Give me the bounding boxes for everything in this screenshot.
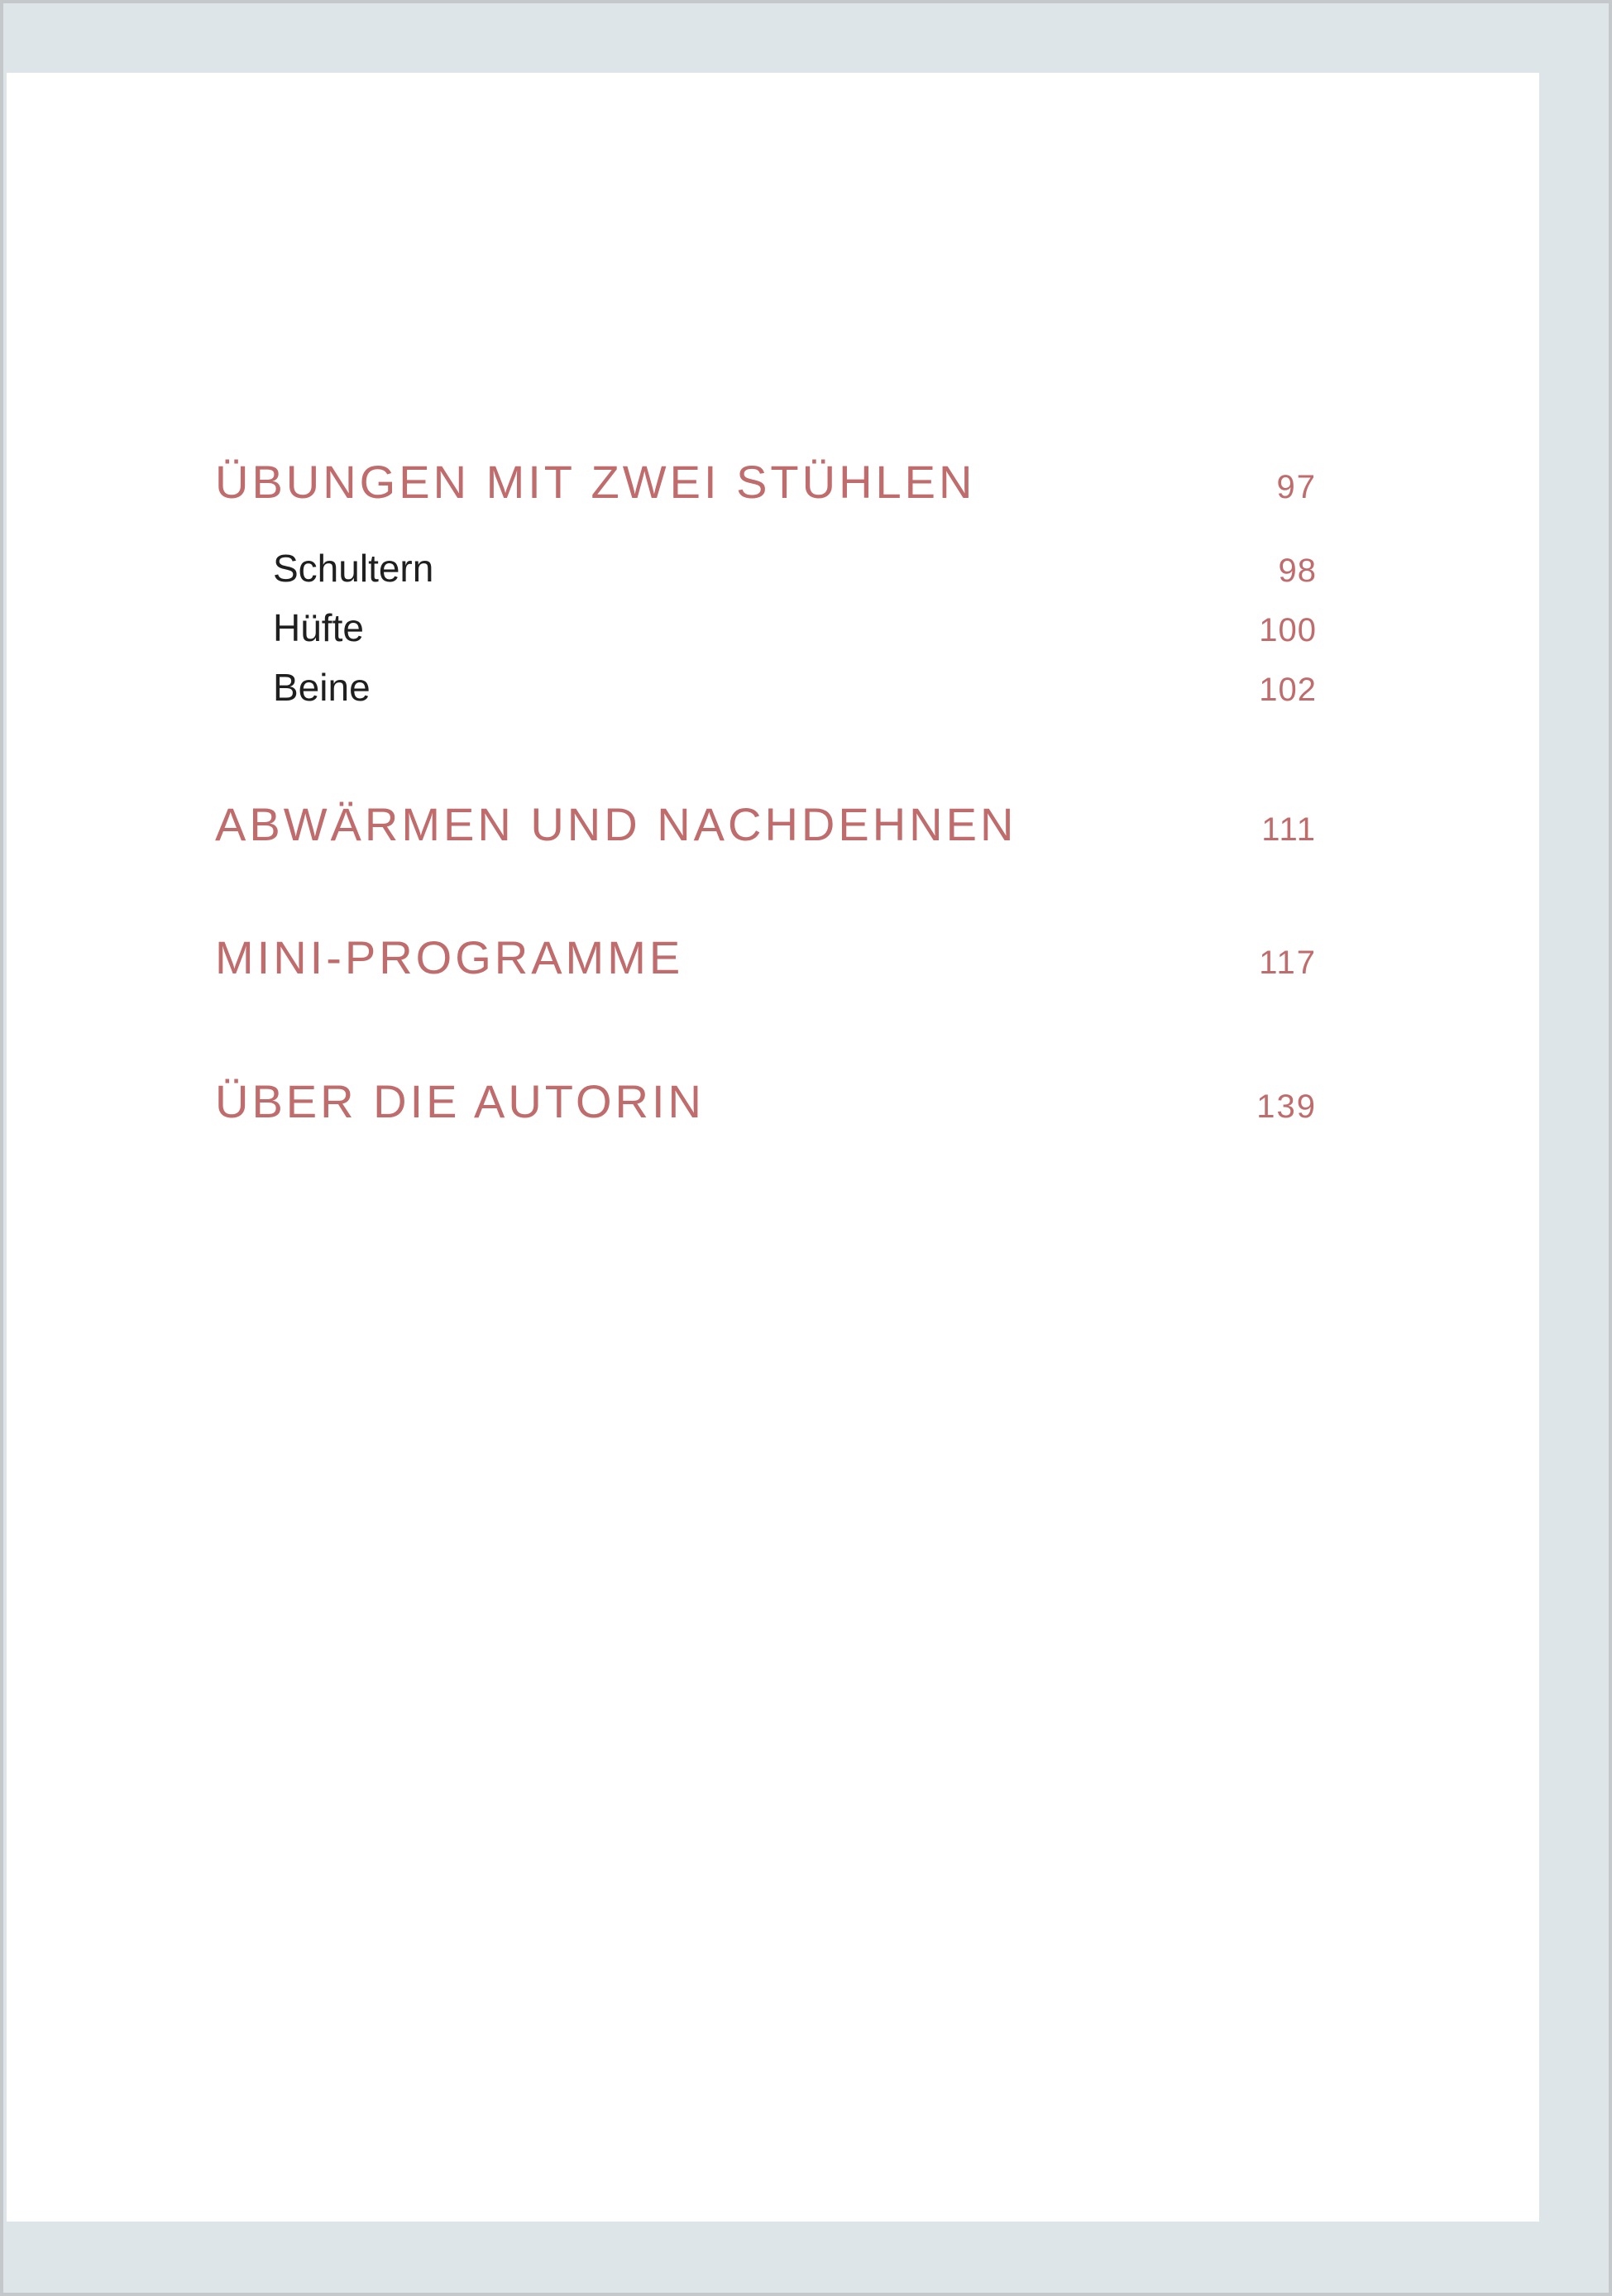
toc-subitem-huefte[interactable] xyxy=(273,605,1317,650)
chapter-page-number: 139 xyxy=(1256,1088,1317,1125)
chapter-title: ÜBUNGEN MIT ZWEI STÜHLEN xyxy=(215,456,976,508)
toc-chapter-ueber-die-autorin[interactable] xyxy=(215,1074,1317,1128)
toc-chapter-mini-programme[interactable] xyxy=(215,930,1317,984)
subitem-page-number: 102 xyxy=(1259,672,1317,708)
subitem-page-number: 98 xyxy=(1278,552,1317,589)
document-page xyxy=(7,73,1539,2222)
subitem-title: Schultern xyxy=(273,547,434,590)
subitem-title: Hüfte xyxy=(273,606,364,649)
toc-subitem-beine[interactable] xyxy=(273,665,1317,710)
table-of-contents xyxy=(7,73,1539,2222)
subitem-page-number: 100 xyxy=(1259,612,1317,648)
chapter-page-number: 111 xyxy=(1261,811,1317,848)
subitem-title: Beine xyxy=(273,666,371,709)
chapter-title: MINI-PROGRAMME xyxy=(215,931,684,983)
chapter-title: ABWÄRMEN UND NACHDEHNEN xyxy=(215,798,1017,850)
chapter-page-number: 117 xyxy=(1259,945,1317,981)
chapter-page-number: 97 xyxy=(1276,469,1317,505)
toc-subitem-schultern[interactable] xyxy=(273,546,1317,591)
toc-chapter-uebungen[interactable] xyxy=(215,455,1317,509)
chapter-title: ÜBER DIE AUTORIN xyxy=(215,1075,705,1127)
toc-chapter-abwaermen[interactable] xyxy=(215,797,1317,851)
